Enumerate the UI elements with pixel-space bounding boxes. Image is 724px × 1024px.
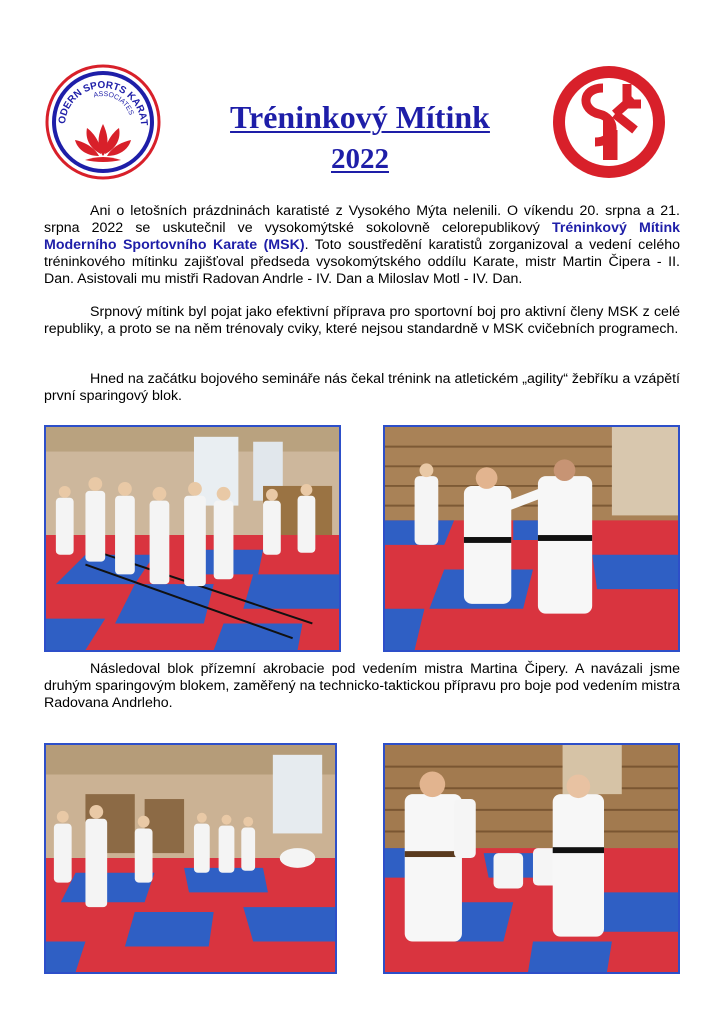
photo-agility-ladder <box>44 425 341 652</box>
agility-paragraph: Hned na začátku bojového semináře nás čekal trénink na atletickém „agility“ žebříku a vzápětí první sparingový blok. <box>44 371 680 404</box>
msk-logo <box>45 64 161 180</box>
photo-sparring <box>383 425 680 652</box>
intro-paragraph <box>44 203 680 288</box>
page-year: 2022 <box>331 143 389 175</box>
logo-ring-text: ODERN SPORTS KARAT <box>56 79 150 127</box>
photo-ground-acrobatics <box>44 743 337 974</box>
sokol-logo <box>551 64 667 180</box>
intro-text-continued: . Toto soustředění karatistů zorganizoval a vedení celého tréninkového mítinku zajišťoval předseda vysokomýtského oddílu Karate, mistr Martin Čipera - II. Dan. Asistovali mu mistři Radovan Andrle - IV. Dan a Miloslav Motl - IV. Dan. <box>44 237 680 287</box>
photo-tactical-sparring <box>383 743 680 974</box>
event-name-highlight: Tréninkový Mítink Moderního Sportovního Karate (MSK) <box>44 220 680 253</box>
page-title: Tréninkový Mítink <box>230 99 490 135</box>
svg-text:ASSOCIATES: ASSOCIATES <box>93 90 135 117</box>
intro-text: Ani o letošních prázdninách karatisté z Vysokého Mýta nelenili. O víkendu 20. srpna a 21. srpna 2022 se uskutečnil ve vysokomýtské sokolovně celorepublikový <box>44 203 680 236</box>
purpose-paragraph: Srpnový mítink byl pojat jako efektivní příprava pro sportovní boj pro aktivní členy MSK z celé republiky, a proto se na něm trénovaly cviky, které nejsou standardně v MSK cvičebních programech. <box>44 304 680 337</box>
acrobatics-paragraph: Následoval blok přízemní akrobacie pod vedením mistra Martina Čipery. A navázali jsme druhým sparingovým blokem, zaměřený na technicko-taktickou přípravu pro boje pod vedením mistra Radovana Andrleho. <box>44 661 680 711</box>
page-title-block <box>190 98 530 178</box>
